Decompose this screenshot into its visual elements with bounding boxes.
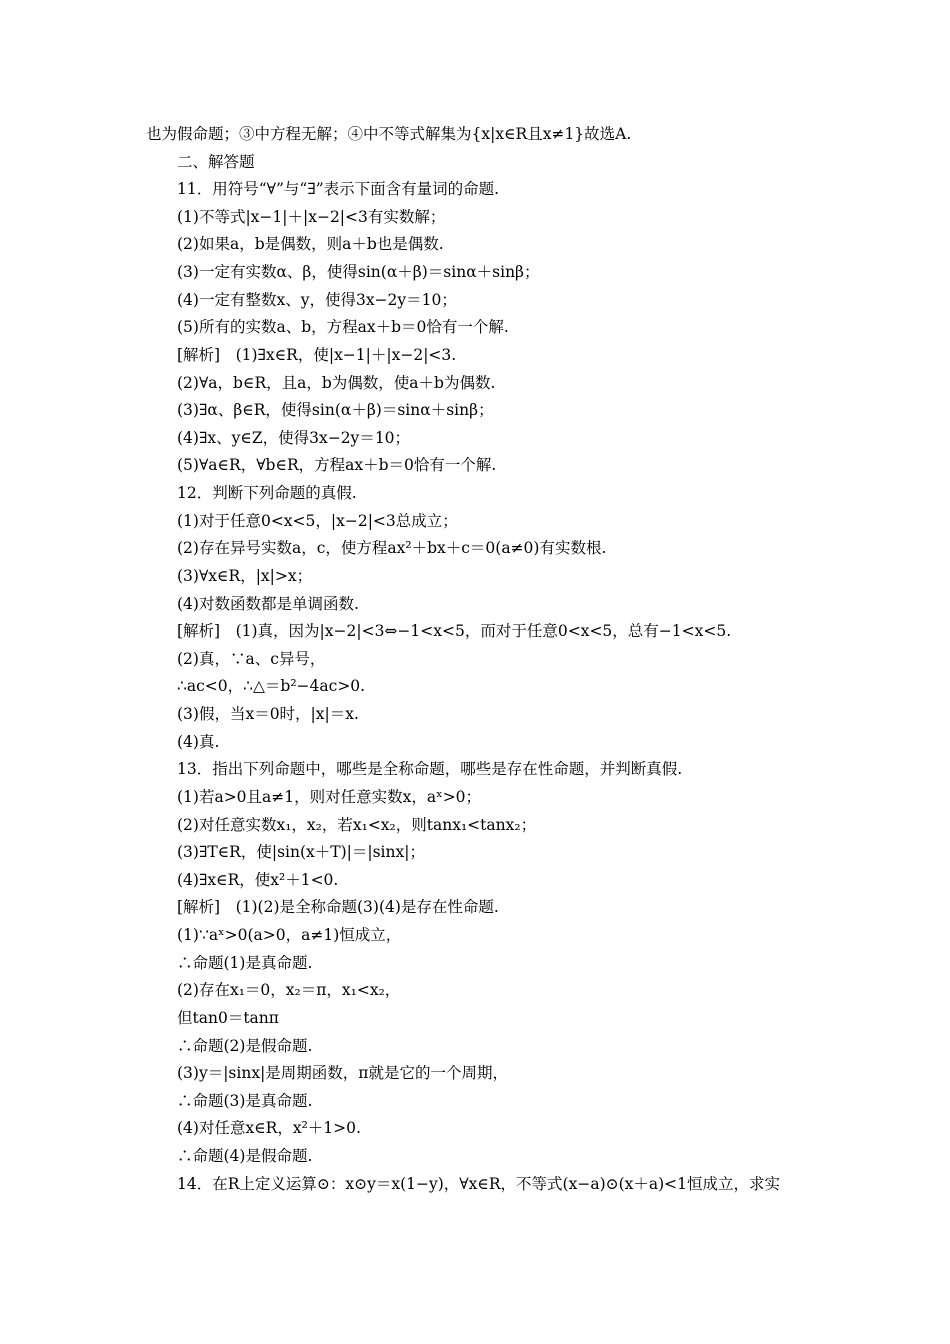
analysis-line: [解析] (1)∃x∈R，使|x−1|＋|x−2|<3.	[177, 346, 457, 364]
text-line: (1)若a>0且a≠1，则对任意实数x，aˣ>0；	[177, 788, 482, 806]
text-line: ∴命题(2)是假命题.	[177, 1037, 313, 1055]
text-line: (4)∃x、y∈Z，使得3x−2y＝10；	[177, 429, 411, 447]
text-line: (3)∃T∈R，使|sin(x＋T)|＝|sinx|；	[177, 843, 425, 861]
text-line: ∴ac<0，∴△＝b²−4ac>0.	[177, 677, 366, 695]
text-line: (2)∀a，b∈R，且a，b为偶数，使a＋b为偶数.	[177, 374, 496, 392]
text-line: (4)对数函数都是单调函数.	[177, 595, 359, 613]
text-line: (1)对于任意0<x<5，|x−2|<3总成立；	[177, 512, 458, 530]
text-line: (3)∀x∈R，|x|>x；	[177, 567, 313, 585]
text-line: ∴命题(3)是真命题.	[177, 1092, 313, 1110]
text-line: (3)y＝|sinx|是周期函数，π就是它的一个周期，	[177, 1064, 508, 1082]
text-line: (2)真，∵a、c异号，	[177, 650, 326, 668]
text-line: (4)∃x∈R，使x²＋1<0.	[177, 871, 339, 889]
text-line: ∴命题(4)是假命题.	[177, 1147, 313, 1165]
text-line: 但tan0＝tanπ	[177, 1009, 279, 1027]
text-line: (3)一定有实数α、β，使得sin(α＋β)＝sinα＋sinβ；	[177, 263, 540, 281]
text-line: (3)∃α、β∈R，使得sin(α＋β)＝sinα＋sinβ；	[177, 401, 494, 419]
text-line: (2)对任意实数x₁，x₂，若x₁<x₂，则tanx₁<tanx₂；	[177, 816, 537, 834]
analysis-line: [解析] (1)(2)是全称命题(3)(4)是存在性命题.	[177, 898, 499, 916]
text-line: (2)如果a，b是偶数，则a＋b也是偶数.	[177, 235, 444, 253]
text-line: ∴命题(1)是真命题.	[177, 954, 313, 972]
section-heading: 二、解答题	[177, 153, 255, 171]
analysis-line: [解析] (1)真，因为|x−2|<3⇔−1<x<5，而对于任意0<x<5，总有−1<x<5.	[177, 622, 732, 640]
text-line: (5)所有的实数a、b，方程ax＋b＝0恰有一个解.	[177, 318, 509, 336]
text-line: (3)假，当x＝0时，|x|＝x.	[177, 705, 359, 723]
text-line: (5)∀a∈R，∀b∈R，方程ax＋b＝0恰有一个解.	[177, 456, 497, 474]
text-line: (4)对任意x∈R，x²＋1>0.	[177, 1119, 361, 1137]
text-line: (4)真.	[177, 733, 220, 751]
question-title: 12．判断下列命题的真假.	[177, 484, 357, 502]
text-line: (1)∵aˣ>0(a>0，a≠1)恒成立，	[177, 926, 402, 944]
text-line: (4)一定有整数x、y，使得3x−2y＝10；	[177, 291, 457, 309]
text-line: 也为假命题；③中方程无解；④中不等式解集为{x|x∈R且x≠1}故选A.	[146, 125, 632, 143]
text-line: (1)不等式|x−1|＋|x−2|<3有实数解；	[177, 208, 446, 226]
text-line: (2)存在x₁＝0，x₂＝π，x₁<x₂，	[177, 981, 401, 999]
question-title: 14．在R上定义运算⊙：x⊙y＝x(1−y)，∀x∈R，不等式(x−a)⊙(x＋a)<1恒成立，求实	[177, 1175, 781, 1193]
question-title: 11．用符号“∀”与“∃”表示下面含有量词的命题.	[177, 180, 500, 198]
question-title: 13．指出下列命题中，哪些是全称命题，哪些是存在性命题，并判断真假.	[177, 760, 683, 778]
text-line: (2)存在异号实数a，c，使方程ax²＋bx＋c＝0(a≠0)有实数根.	[177, 539, 607, 557]
